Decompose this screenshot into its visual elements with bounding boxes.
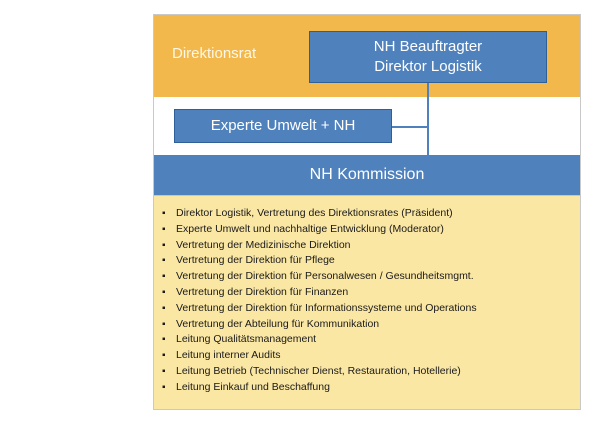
- member-label: Vertretung der Direktion für Informationssysteme und Operations: [176, 301, 477, 314]
- bullet-icon: ▪: [162, 318, 166, 330]
- member-label: Vertretung der Medizinische Direktion: [176, 238, 351, 251]
- vertical-connector-line: [427, 83, 429, 155]
- bullet-icon: ▪: [162, 334, 166, 346]
- list-item: [160, 364, 574, 380]
- nh-beauftragter-subtitle: Direktor Logistik: [374, 58, 482, 75]
- member-label: Leitung Betrieb (Technischer Dienst, Restauration, Hotellerie): [176, 364, 461, 377]
- bullet-icon: ▪: [162, 223, 166, 235]
- member-label: Vertretung der Direktion für Finanzen: [176, 285, 349, 298]
- direktionsrat-label: Direktionsrat: [172, 45, 257, 62]
- bullet-icon: ▪: [162, 286, 166, 298]
- experte-box: [174, 109, 392, 143]
- bullet-icon: ▪: [162, 239, 166, 251]
- experte-label: Experte Umwelt + NH: [210, 117, 356, 134]
- nh-beauftragter-box: [309, 31, 547, 83]
- org-chart-frame: [153, 14, 581, 410]
- list-item: [160, 301, 574, 317]
- list-item: [160, 253, 574, 269]
- kommission-members-panel: [154, 195, 580, 409]
- member-label: Leitung Einkauf und Beschaffung: [176, 380, 330, 393]
- bullet-icon: ▪: [162, 255, 166, 267]
- nh-beauftragter-title: NH Beauftragter: [373, 38, 483, 55]
- bullet-icon: ▪: [162, 208, 166, 219]
- list-item: [160, 206, 574, 222]
- member-label: Experte Umwelt und nachhaltige Entwicklung (Moderator): [176, 222, 444, 235]
- bullet-icon: ▪: [162, 350, 166, 362]
- member-label: Vertretung der Abteilung für Kommunikation: [176, 317, 380, 330]
- members-list: [160, 206, 574, 396]
- list-item: [160, 238, 574, 254]
- list-item: [160, 317, 574, 333]
- member-label: Direktor Logistik, Vertretung des Direktionsrates (Präsident): [176, 207, 453, 219]
- member-label: Leitung interner Audits: [176, 349, 281, 362]
- member-label: Leitung Qualitätsmanagement: [176, 333, 317, 346]
- list-item: [160, 380, 574, 396]
- bullet-icon: ▪: [162, 271, 166, 283]
- nh-kommission-label: NH Kommission: [309, 166, 425, 183]
- bullet-icon: ▪: [162, 381, 166, 393]
- bullet-icon: ▪: [162, 365, 166, 377]
- nh-kommission-header: [154, 155, 580, 195]
- list-item: [160, 285, 574, 301]
- member-label: Vertretung der Direktion für Pflege: [176, 254, 335, 267]
- list-item: [160, 332, 574, 348]
- member-label: Vertretung der Direktion für Personalwesen / Gesundheitsmgmt.: [176, 270, 474, 283]
- list-item: [160, 222, 574, 238]
- horizontal-connector-line: [392, 126, 428, 128]
- list-item: [160, 269, 574, 285]
- list-item: [160, 348, 574, 364]
- bullet-icon: ▪: [162, 302, 166, 314]
